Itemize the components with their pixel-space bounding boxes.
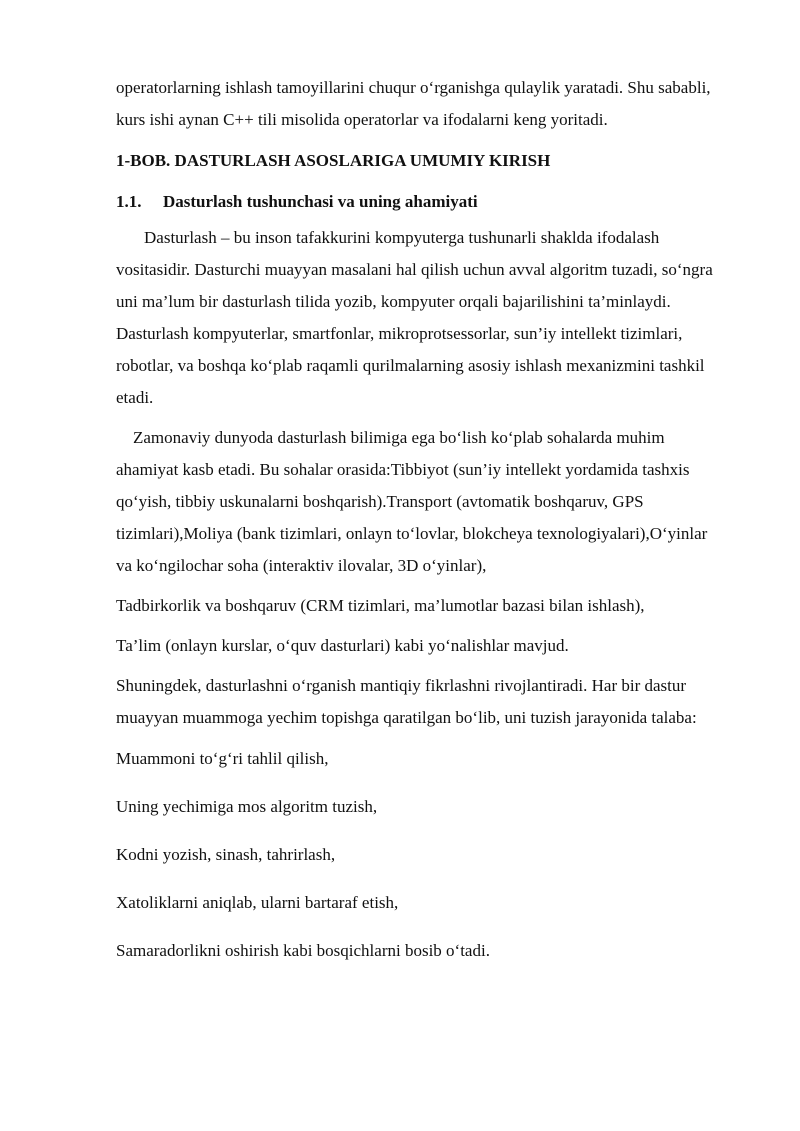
paragraph-education: Ta’lim (onlayn kurslar, o‘quv dasturlari) kabi yo‘nalishlar mavjud.: [116, 636, 569, 655]
list-item: Xatoliklarni aniqlab, ularni bartaraf etish,: [116, 893, 399, 912]
paragraph-fields: Zamonaviy dunyoda dasturlash bilimiga ega bo‘lish ko‘plab sohalarda muhim ahamiyat kasb etadi. Bu sohalar orasida:Tibbiyot (sun’iy intellekt yordamida tashxis qo‘yish, tibbiy uskunalarni boshqarish).Transport (avtomatik boshqaruv, GPS tizimlari),Moliya (bank tizimlari, onlayn to‘lovlar, blokcheya texnologiyalari),O‘yinlar va ko‘ngilochar soha (interaktiv ilovalar, 3D o‘yinlar),: [116, 428, 708, 575]
paragraph-definition: Dasturlash – bu inson tafakkurini kompyuterga tushunarli shaklda ifodalash vositasidir. Dasturchi muayyan masalani hal qilish uchun avval algoritm tuzadi, so‘ngra uni ma’lum bir dasturlash tilida yozib, kompyuter orqali bajarilishini ta’minlaydi. Dasturlash kompyuterlar, smartfonlar, mikroprotsessorlar, sun’iy intellekt tizimlari, robotlar, va boshqa ko‘plab raqamli qurilmalarning asosiy ishlash mexanizmini tashkil etadi.: [116, 228, 713, 407]
list-item: Uning yechimiga mos algoritm tuzish,: [116, 797, 378, 816]
intro-paragraph: operatorlarning ishlash tamoyillarini chuqur o‘rganishga qulaylik yaratadi. Shu sababli, kurs ishi aynan C++ tili misolida operatorlar va ifodalarni keng yoritadi.: [116, 78, 711, 129]
paragraph-business: Tadbirkorlik va boshqaruv (CRM tizimlari, ma’lumotlar bazasi bilan ishlash),: [116, 596, 645, 615]
paragraph-logic: Shuningdek, dasturlashni o‘rganish mantiqiy fikrlashni rivojlantiradi. Har bir dastur muayyan muammoga yechim topishga qaratilgan bo‘lib, uni tuzish jarayonida talaba:: [116, 676, 697, 727]
section-title: Dasturlash tushunchasi va uning ahamiyati: [163, 192, 478, 211]
list-item: Samaradorlikni oshirish kabi bosqichlarni bosib o‘tadi.: [116, 941, 490, 960]
section-heading: [116, 186, 726, 218]
list-item: Kodni yozish, sinash, tahrirlash,: [116, 845, 336, 864]
document-page: [116, 72, 726, 967]
section-number: 1.1.: [116, 192, 142, 211]
chapter-heading: 1-BOB. DASTURLASH ASOSLARIGA UMUMIY KIRISH: [116, 151, 551, 170]
list-item: Muammoni to‘g‘ri tahlil qilish,: [116, 749, 329, 768]
